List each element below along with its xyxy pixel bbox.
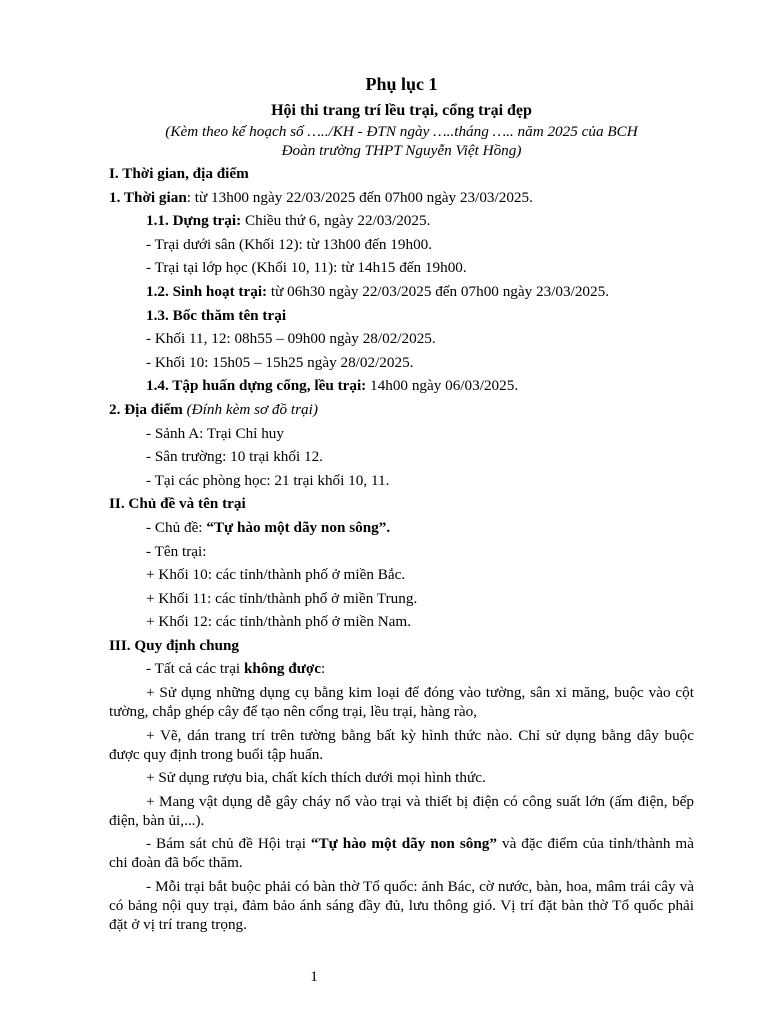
place-item-1: - Sảnh A: Trại Chỉ huy [146,424,284,442]
setup-text: Chiều thứ 6, ngày 22/03/2025. [241,212,431,230]
place-paragraph [109,400,694,419]
section-1-heading: I. Thời gian, địa điểm [109,165,249,182]
time-text: : từ 13h00 ngày 22/03/2025 đến 07h00 ngày 23/03/2025. [186,188,533,206]
rule-2: + Vẽ, dán trang trí trên tường bằng bất kỳ hình thức nào. Chỉ sử dụng bằng dây buộc được quy định trong buổi tập huấn. [109,726,694,763]
place-item-2: - Sân trường: 10 trại khối 12. [146,448,323,466]
section-3-heading: III. Quy định chung [109,636,240,654]
camp-name-item-2: + Khối 11: các tỉnh/thành phố ở miền Trung. [146,589,418,607]
training-label: 1.4. Tập huấn dựng cổng, lều trại: [146,377,367,395]
camp-name-item-1: + Khối 10: các tỉnh/thành phố ở miền Bắc. [146,566,406,584]
rule-4: + Mang vật dụng dễ gây cháy nổ vào trại và thiết bị điện có công suất lớn (ấm điện, bếp điện, bàn ủi,...). [109,792,694,829]
setup-label: 1.1. Dựng trại: [146,212,242,230]
altar-paragraph: - Mỗi trại bắt buộc phải có bàn thờ Tổ quốc: ảnh Bác, cờ nước, bàn, hoa, mâm trái cây và có bảng nội quy trại, đảm bảo ánh sáng đầy đủ, lưu thông gió. Vị trí đặt bàn thờ Tổ quốc phải đặt ở vị trí trang trọng. [109,878,694,934]
follow-prefix: - Bám sát chủ đề Hội trại [146,835,311,853]
draw-item-2: - Khối 10: 15h05 – 15h25 ngày 28/02/2025. [146,353,414,371]
camp-name-item-3: + Khối 12: các tỉnh/thành phố ở miền Nam. [146,613,412,631]
follow-suffix: và đặc điểm của tỉnh/thành mà chi đoàn đã bốc thăm. [109,835,694,872]
rule-1: + Sử dụng những dụng cụ bằng kim loại để đóng vào tường, sân xi măng, buộc vào cột tường, chắp ghép cây để tạo nên cổng trại, lều trại, hàng rào, [109,684,694,721]
time-label: 1. Thời gian [109,188,187,206]
section-2-heading: II. Chủ đề và tên trại [109,495,246,513]
camp-names-label: - Tên trại: [146,542,207,560]
rules-intro-suffix: : [321,660,326,678]
page-number: 1 [310,968,318,985]
place-note: (Đính kèm sơ đồ trại) [182,400,318,418]
rules-intro [109,659,694,678]
draw-label: 1.3. Bốc thăm tên trại [146,306,287,324]
place-label: 2. Địa điểm [109,400,183,418]
training-text: 14h00 ngày 06/03/2025. [366,377,519,395]
setup-item-2: - Trại tại lớp học (Khối 10, 11): từ 14h15 đến 19h00. [146,259,467,277]
setup-paragraph [109,211,694,230]
place-item-3: - Tại các phòng học: 21 trại khối 10, 11. [146,471,390,489]
training-paragraph [109,376,694,395]
rules-intro-prefix: - Tất cả các trại [146,660,244,678]
activity-label: 1.2. Sinh hoạt trại: [146,282,268,300]
theme-value: “Tự hào một dãy non sông”. [206,518,391,536]
appendix-title: Phụ lục 1 [365,74,438,94]
activity-paragraph [109,282,694,301]
activity-text: từ 06h30 ngày 22/03/2025 đến 07h00 ngày 23/03/2025. [267,282,610,300]
draw-item-1: - Khối 11, 12: 08h55 – 09h00 ngày 28/02/2025. [146,330,436,348]
plan-reference-line1: (Kèm theo kế hoạch số …../KH - ĐTN ngày …..tháng ….. năm 2025 của BCH [165,123,638,140]
follow-bold: “Tự hào một dãy non sông” [310,835,497,853]
plan-reference-note [109,122,694,160]
theme-paragraph [109,518,694,537]
theme-prefix: - Chủ đề: [146,518,207,536]
rules-intro-bold: không được [243,660,321,678]
time-paragraph [109,188,694,207]
document-body [109,72,694,939]
follow-theme-paragraph [109,834,694,872]
setup-item-1: - Trại dưới sân (Khối 12): từ 13h00 đến 19h00. [146,235,433,253]
rule-3: + Sử dụng rượu bia, chất kích thích dưới mọi hình thức. [146,769,486,787]
plan-reference-line2: Đoàn trường THPT Nguyễn Việt Hồng) [281,142,522,159]
contest-title: Hội thi trang trí lều trại, cổng trại đẹp [271,102,532,119]
